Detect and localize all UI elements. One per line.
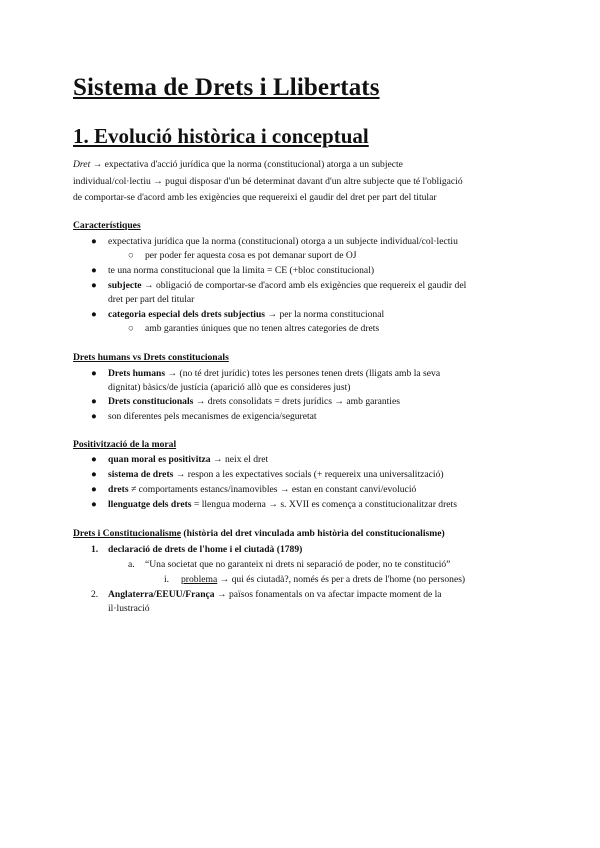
bold-term: Drets humans (108, 368, 166, 379)
list-number: 2. (91, 589, 99, 600)
bold-term: Anglaterra/EEUU/França (108, 589, 215, 600)
subheading-constitucionalisme (73, 527, 445, 540)
list-item (108, 483, 416, 496)
list-item (108, 367, 440, 380)
bold-term: sistema de drets (108, 469, 174, 480)
list-item: son diferentes pels mecanismes de exigencia/seguretat (108, 411, 317, 422)
list-roman: i. (164, 574, 170, 585)
list-item (108, 453, 268, 466)
bullet-icon: ● (91, 309, 97, 320)
subheading-drets-humans: Drets humans vs Drets constitucionals (73, 352, 229, 363)
list-number: 1. (91, 544, 99, 555)
bold-term: drets (108, 484, 129, 495)
subheading-text: Drets i Constitucionalisme (73, 528, 182, 539)
list-item: “Una societat que no garanteix ni drets ni separació de poder, no te constitució” (145, 559, 451, 570)
underlined-term: problema (181, 574, 218, 585)
item-text: → països fonamentals on va afectar impacte moment de la (214, 589, 442, 600)
hollow-bullet-icon: ○ (128, 323, 134, 334)
list-item (108, 588, 442, 601)
list-item (181, 573, 465, 586)
bold-term: quan moral es positivitza (108, 454, 211, 465)
intro-line-1 (73, 158, 403, 171)
bullet-icon: ● (91, 396, 97, 407)
list-item: per poder fer aquesta cosa es pot demanar suport de OJ (145, 250, 357, 261)
list-item-continuation: dignitat) bàsics/de justícia (aparició allò que es consideres just) (108, 382, 351, 393)
item-text: ≠ comportaments estancs/inamovibles → estan en constant canvi/evolució (128, 484, 417, 495)
list-item: declaració de drets de l'home i el ciutadà (1789) (108, 544, 303, 555)
subheading-positivitzacio: Positivització de la moral (73, 439, 177, 450)
bold-term: categoria especial dels drets subjectius (108, 309, 266, 320)
list-item: te una norma constitucional que la limita = CE (+bloc constitucional) (108, 265, 375, 276)
item-text: → neix el dret (210, 454, 269, 465)
list-item (108, 498, 457, 511)
subheading-caracteristiques: Característiques (73, 220, 141, 231)
bullet-icon: ● (91, 469, 97, 480)
bullet-icon: ● (91, 411, 97, 422)
list-item-continuation: dret per part del titular (108, 294, 195, 305)
item-text: → drets consolidats = drets jurídics → amb garanties (193, 396, 400, 407)
item-text: → respon a les expectatives socials (+ requereix una universalització) (173, 469, 444, 480)
bold-term: Drets constitucionals (108, 396, 194, 407)
bullet-icon: ● (91, 499, 97, 510)
intro-line-2: individual/col·lectiu → pugui disposar d'un bé determinat davant d'un altre subjecte que té l'obligació (73, 176, 463, 187)
bullet-icon: ● (91, 280, 97, 291)
section-heading: 1. Evolució històrica i conceptual (73, 124, 369, 148)
bullet-icon: ● (91, 454, 97, 465)
list-letter: a. (128, 559, 135, 570)
item-text: → qui és ciutadà?, només és per a drets de l'home (no persones) (217, 574, 466, 585)
list-item: amb garanties úniques que no tenen altres categories de drets (145, 323, 380, 334)
item-text: → obligació de comportar-se d'acord amb els exigències que requereix el gaudir del (141, 280, 467, 291)
list-item (108, 468, 444, 481)
bold-term: llenguatge dels drets (108, 499, 192, 510)
list-item (108, 395, 400, 408)
list-item (108, 308, 384, 321)
bullet-icon: ● (91, 484, 97, 495)
term-dret: Dret (73, 159, 91, 170)
intro-line-3: de comportar-se d'acord amb les exigències que requereixi el gaudir del dret per part del titular (73, 192, 437, 203)
item-text: → (no té dret jurídic) totes les persones tenen drets (lligats amb la seva (165, 368, 441, 379)
hollow-bullet-icon: ○ (128, 250, 134, 261)
subheading-note: (història del dret vinculada amb història del constitucionalisme) (181, 528, 445, 539)
item-text: → per la norma constitucional (265, 309, 385, 320)
item-text: = llengua moderna → s. XVII es comença a constitucionalitzar drets (191, 499, 457, 510)
bullet-icon: ● (91, 236, 97, 247)
bullet-icon: ● (91, 368, 97, 379)
bold-term: subjecte (108, 280, 142, 291)
document-title: Sistema de Drets i Llibertats (73, 74, 380, 101)
arrow: → (92, 159, 103, 170)
list-item (108, 279, 466, 292)
bullet-icon: ● (91, 265, 97, 276)
intro-text-1: expectativa d'acció jurídica que la norma (constitucional) atorga a un subjecte (102, 159, 403, 170)
list-item: expectativa jurídica que la norma (constitucional) otorga a un subjecte individual/col·lectiu (108, 236, 458, 247)
list-item-continuation: il·lustració (108, 603, 150, 614)
